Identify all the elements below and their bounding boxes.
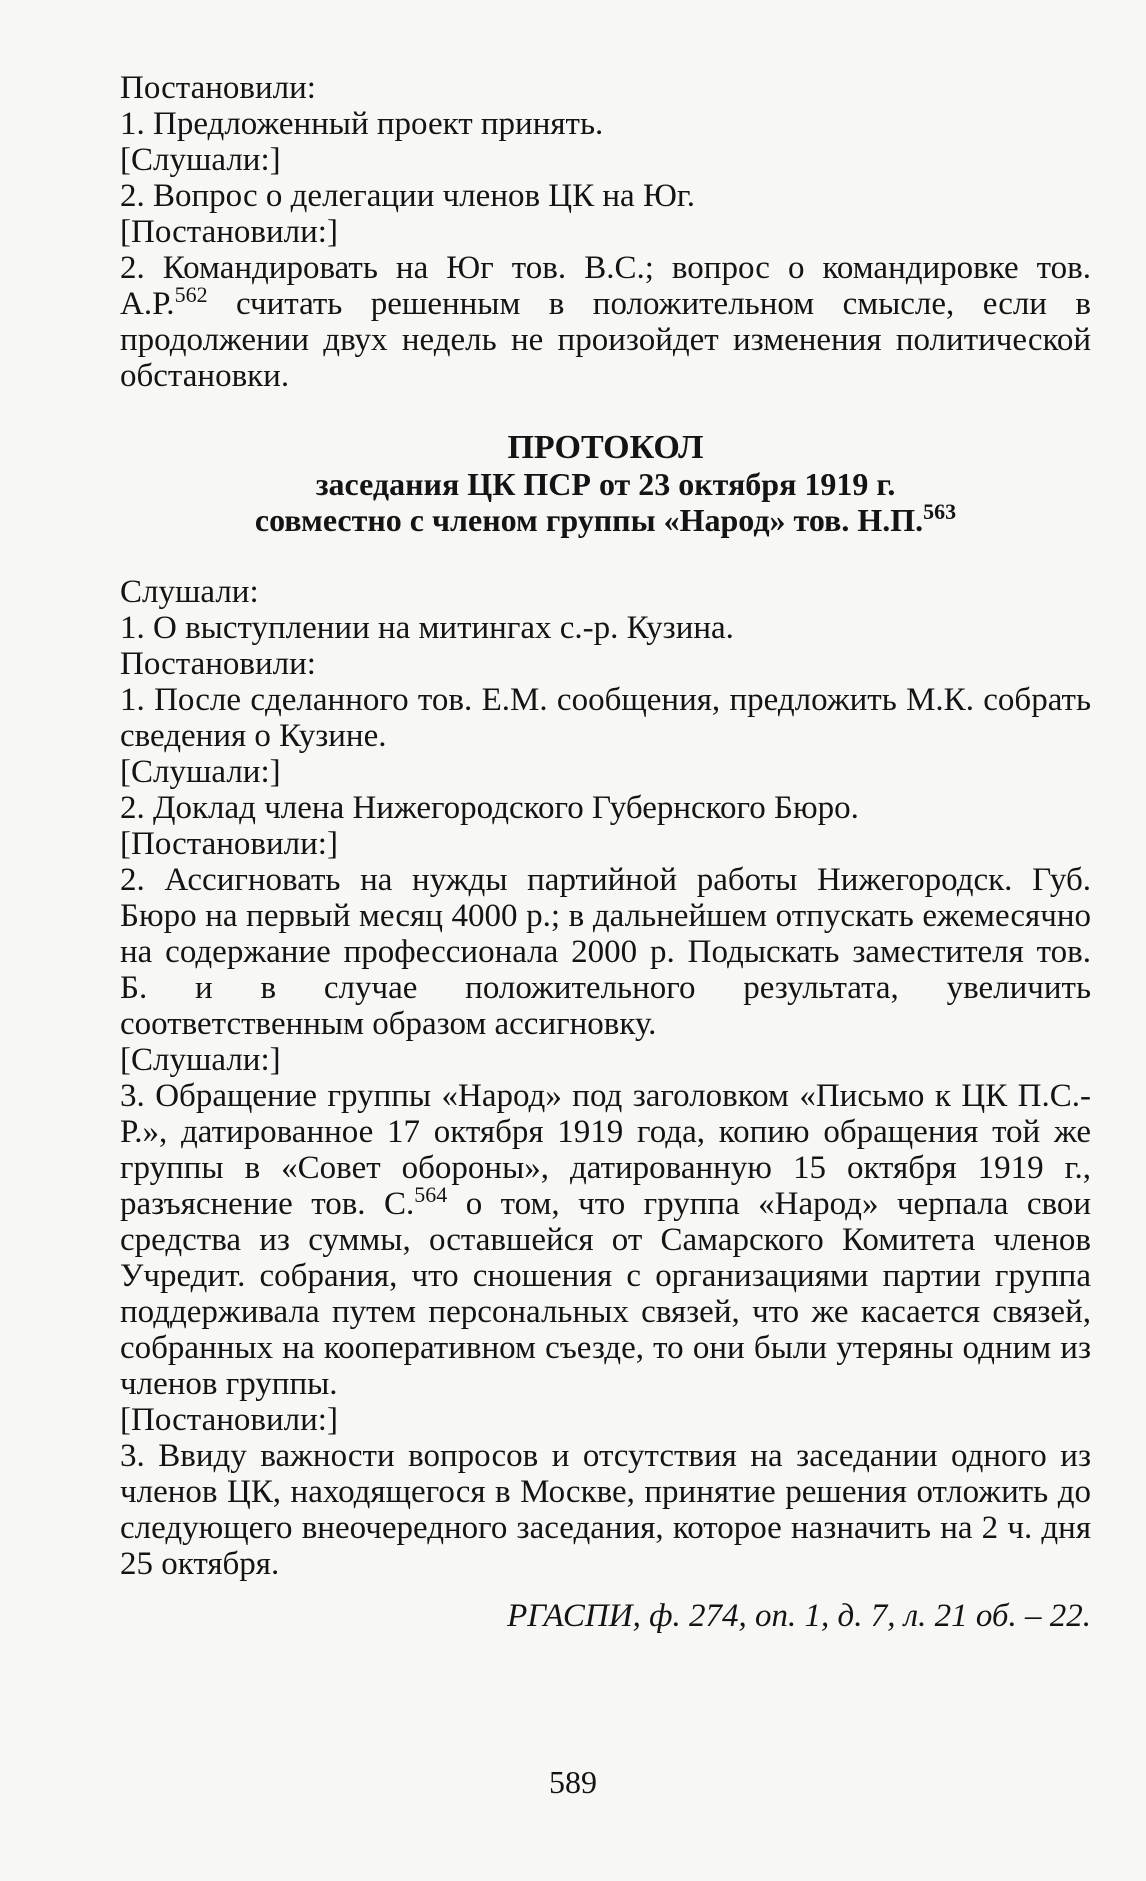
text-span: совместно с членом группы «Народ» тов. Н.П. [254, 502, 924, 538]
paragraph: 3. Ввиду важности вопросов и отсутствия на заседании одного из членов ЦК, находящегося в Москве, принятие решения отложить до следующего внеочередного заседания, которое назначить на 2 ч. дня 25 октября. [120, 1438, 1091, 1582]
spacer [120, 394, 1091, 430]
text-line: [Слушали:] [120, 754, 281, 790]
archive-source: РГАСПИ, ф. 274, оп. 1, д. 7, л. 21 об. – 22. [507, 1598, 1091, 1634]
text-line: [Постановили:] [120, 1402, 338, 1438]
spacer [120, 538, 1091, 574]
text-line: [Слушали:] [120, 1042, 281, 1078]
text-line: Постановили: [120, 70, 316, 106]
text-line: [Постановили:] [120, 214, 338, 250]
protocol-subtitle: заседания ЦК ПСР от 23 октября 1919 г. [315, 466, 896, 502]
footnote-ref: 564 [414, 1182, 448, 1207]
text-span: 3. Обращение группы «Народ» под заголовком «Письмо к ЦК П.С.-Р.», датированное 17 октября 1919 года, копию обращения той же группы в «Совет обороны», датированную 15 октября 1919 г., разъяснение тов. С. [120, 1078, 1091, 1222]
footnote-ref: 562 [174, 282, 208, 307]
protocol-title: ПРОТОКОЛ [507, 429, 704, 466]
text-line: 1. Предложенный проект принять. [120, 106, 604, 142]
text-line: Слушали: [120, 574, 259, 610]
page-number: 589 [549, 1764, 597, 1800]
text-line: 1. О выступлении на митингах с.-р. Кузина. [120, 610, 734, 646]
footnote-ref: 563 [923, 499, 957, 524]
paragraph [120, 1078, 1091, 1402]
protocol-subtitle [120, 499, 1091, 538]
text-line: 2. Вопрос о делегации членов ЦК на Юг. [120, 178, 695, 214]
text-span: о том, что группа «Народ» черпала свои средства из суммы, оставшейся от Самарского Комитета членов Учредит. собрания, что сношения с организациями партии группа поддерживала путем персональных связей, что же касается связей, собранных на кооперативном съезде, то они были утеряны одним из членов группы. [120, 1186, 1091, 1402]
text-line: Постановили: [120, 646, 316, 682]
text-line: [Слушали:] [120, 142, 281, 178]
text-span: считать решенным в положительном смысле, если в продолжении двух недель не произойдет изменения политической обстановки. [120, 286, 1091, 394]
paragraph [120, 250, 1091, 394]
paragraph: 1. После сделанного тов. Е.М. сообщения, предложить М.К. собрать сведения о Кузине. [120, 682, 1091, 754]
text-line: 2. Доклад члена Нижегородского Губернского Бюро. [120, 790, 859, 826]
paragraph: 2. Ассигновать на нужды партийной работы Нижегородск. Губ. Бюро на первый месяц 4000 р.; в дальнейшем отпускать ежемесячно на содержание профессионала 2000 р. Подыскать заместителя тов. Б. и в случае положительного результата, увеличить соответственным образом ассигновку. [120, 862, 1091, 1042]
text-span: 2. Командировать на Юг тов. В.С.; вопрос о командировке тов. А.Р. [120, 250, 1091, 322]
text-line: [Постановили:] [120, 826, 338, 862]
